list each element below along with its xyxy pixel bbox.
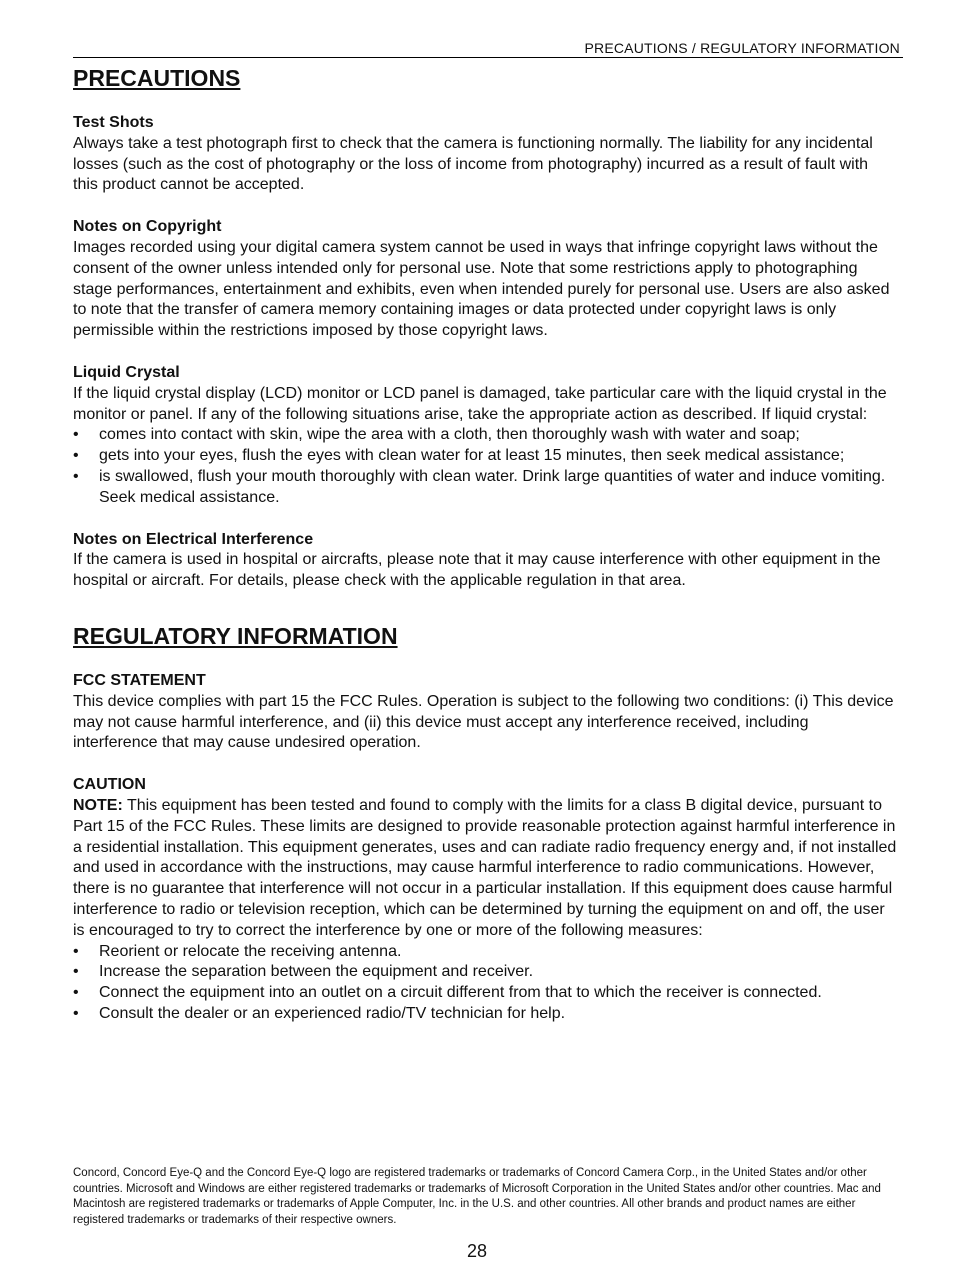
bullet-icon: •	[73, 467, 79, 485]
liquid-crystal-heading: Liquid Crystal	[73, 363, 180, 381]
caution-text: This equipment has been tested and found to comply with the limits for a class B digital device, pursuant to Part 15 of the FCC Rules. These limits are designed to provide reasonable protection against harmful interference in a residential installation. This equipment generates, uses and can radiate radio frequency energy and, if not installed and used in accordance with the instructions, may cause harmful interference to radio communications. However, there is no guarantee that interference will not occur in a particular installation. If this equipment does cause harmful interference to radio or television reception, which can be determined by turning the equipment on and off, the user is encouraged to try to correct the interference by one or more of the following measures:	[73, 796, 897, 939]
bullet-icon: •	[73, 963, 79, 981]
fcc-body: This device complies with part 15 the FCC Rules. Operation is subject to the following two conditions: (i) This device may not cause harmful interference, and (ii) this device must accept any interference received, including interference that may cause undesired operation.	[73, 692, 894, 752]
list-item-text: Increase the separation between the equipment and receiver.	[99, 963, 534, 981]
caution-body	[73, 796, 897, 942]
page-content	[73, 63, 897, 1025]
liquid-crystal-block	[73, 363, 897, 509]
list-item-text: gets into your eyes, flush the eyes with clean water for at least 15 minutes, then seek medical assistance;	[99, 447, 845, 465]
precautions-section	[73, 63, 897, 592]
header-rule	[73, 57, 903, 58]
caution-block	[73, 775, 897, 1025]
liquid-crystal-body: If the liquid crystal display (LCD) monitor or LCD panel is damaged, take particular care with the liquid crystal in the monitor or panel. If any of the following situations arise, take the appropriate action as described. If liquid crystal:	[73, 384, 887, 423]
electrical-body: If the camera is used in hospital or aircrafts, please note that it may cause interference with other equipment in the hospital or aircraft. For details, please check with the applicable regulation in that area.	[73, 551, 881, 590]
list-item	[73, 962, 897, 983]
bullet-icon: •	[73, 426, 79, 444]
list-item-text: Consult the dealer or an experienced radio/TV technician for help.	[99, 1004, 566, 1022]
page-number: 28	[466, 1241, 488, 1261]
trademark-footer: Concord, Concord Eye-Q and the Concord Eye-Q logo are registered trademarks or trademarks of Concord Camera Corp., in the United States and/or other countries. Microsoft and Windows are either registered trademarks or trademarks of Microsoft Corporation in the United States and/or other countries. Mac and Macintosh are registered trademarks or trademarks of Apple Computer, Inc. in the U.S. and other countries. All other brands and product names are either registered trademarks or trademarks of their respective owners.	[73, 1167, 881, 1226]
list-item	[73, 467, 897, 509]
list-item	[73, 942, 897, 963]
note-label: NOTE:	[73, 796, 123, 814]
bullet-icon: •	[73, 984, 79, 1002]
list-item-text: Connect the equipment into an outlet on a circuit different from that to which the receiver is connected.	[99, 984, 822, 1002]
list-item-text: Reorient or relocate the receiving antenna.	[99, 942, 402, 960]
copyright-body: Images recorded using your digital camera system cannot be used in ways that infringe copyright laws without the consent of the owner unless intended only for personal use. Note that some restrictions apply to photographing stage performances, entertainment and exhibits, even when intended purely for personal use. Users are also asked to note that the transfer of camera memory containing images or data protected under copyright laws is only permissible within the restrictions imposed by those copyright laws.	[73, 238, 890, 340]
list-item	[73, 1004, 897, 1025]
regulatory-section	[73, 621, 897, 1025]
list-item	[73, 425, 897, 446]
liquid-crystal-list	[73, 425, 897, 508]
running-head: PRECAUTIONS / REGULATORY INFORMATION	[584, 40, 900, 56]
test-shots-heading: Test Shots	[73, 114, 154, 131]
electrical-block	[73, 530, 897, 592]
fcc-block	[73, 671, 897, 754]
test-shots-body: Always take a test photograph first to check that the camera is functioning normally. The liability for any incidental losses (such as the cost of photography or the loss of income from photography) incurred as a result of fault with this product cannot be accepted.	[73, 134, 873, 194]
caution-list	[73, 942, 897, 1025]
electrical-heading: Notes on Electrical Interference	[73, 530, 314, 548]
copyright-heading: Notes on Copyright	[73, 218, 222, 236]
bullet-icon: •	[73, 1004, 79, 1022]
regulatory-title: REGULATORY INFORMATION	[73, 622, 398, 649]
list-item	[73, 983, 897, 1004]
fcc-heading: FCC STATEMENT	[73, 671, 206, 689]
caution-heading: CAUTION	[73, 776, 146, 794]
precautions-title: PRECAUTIONS	[73, 65, 241, 91]
test-shots-block	[73, 113, 897, 196]
list-item-text: is swallowed, flush your mouth thoroughly with clean water. Drink large quantities of water and induce vomiting. Seek medical assistance.	[99, 467, 886, 506]
copyright-block	[73, 217, 897, 342]
bullet-icon: •	[73, 447, 79, 465]
list-item	[73, 446, 897, 467]
bullet-icon: •	[73, 942, 79, 960]
list-item-text: comes into contact with skin, wipe the area with a cloth, then thoroughly wash with water and soap;	[99, 426, 800, 444]
